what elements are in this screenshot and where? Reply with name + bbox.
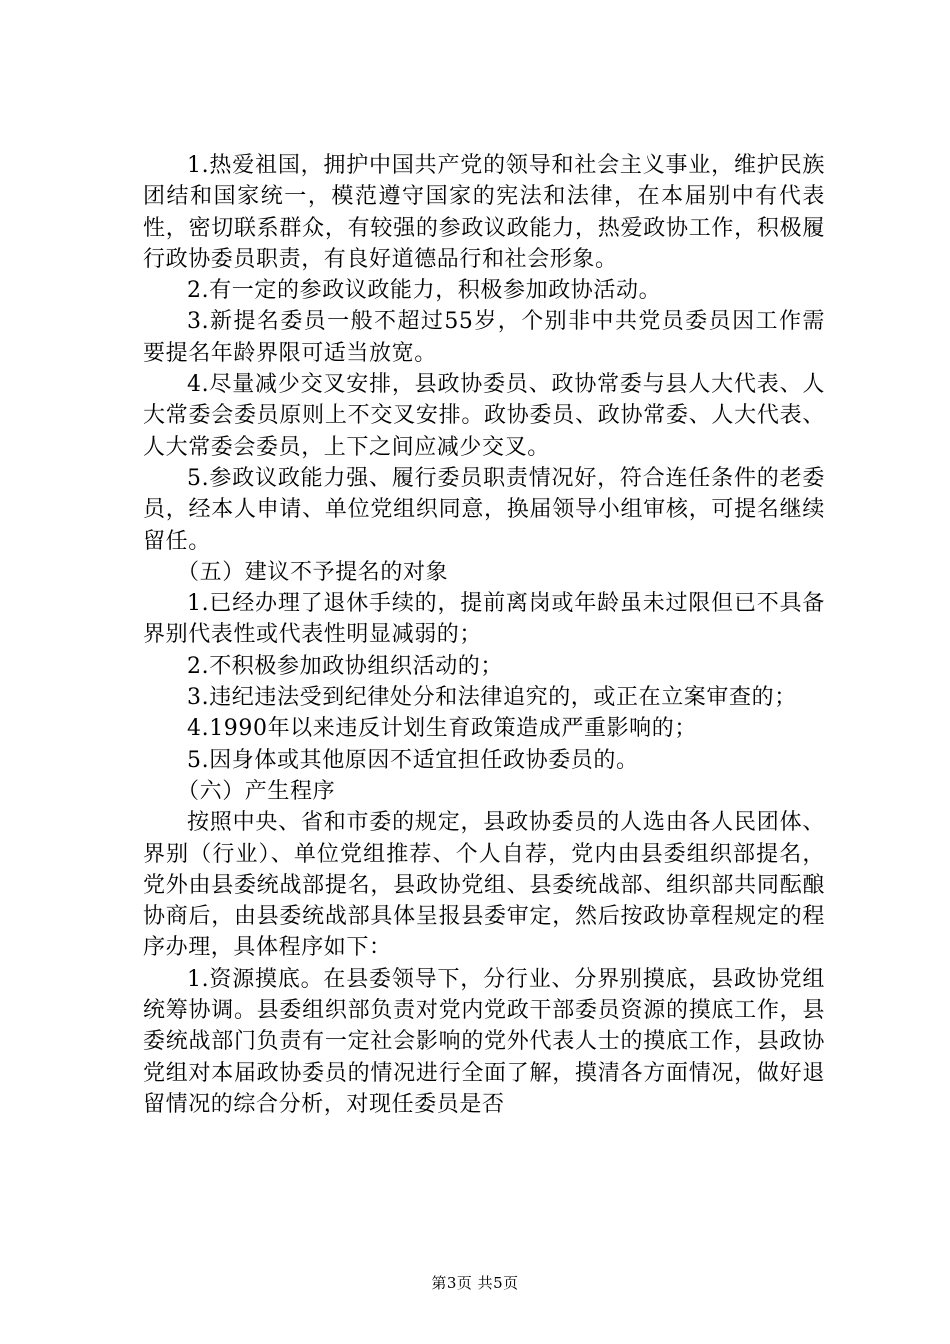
paragraph-5: 5.参政议政能力强、履行委员职责情况好，符合连任条件的老委员，经本人申请、单位党组织同意，换届领导小组审核，可提名继续留任。 — [143, 465, 825, 554]
document-body — [143, 150, 825, 1120]
section-heading-5: （五）建议不予提名的对象 — [177, 559, 449, 585]
paragraph-4: 4.尽量减少交叉安排，县政协委员、政协常委与县人大代表、人大常委会委员原则上不交叉安排。政协委员、政协常委、人大代表、人大常委会委员，上下之间应减少交叉。 — [143, 372, 825, 460]
paragraph-9: 4.1990年以来违反计划生育政策造成严重影响的； — [187, 716, 697, 742]
paragraph-12: 1.资源摸底。在县委领导下，分行业、分界别摸底，县政协党组统筹协调。县委组织部负责对党内党政干部委员资源的摸底工作，县委统战部门负责有一定社会影响的党外代表人士的摸底工作，县政协党组对本届政协委员的情况进行全面了解，摸清各方面情况，做好退留情况的综合分析，对现任委员是否 — [143, 966, 825, 1117]
section-heading-6: （六）产生程序 — [177, 778, 336, 804]
paragraph-10: 5.因身体或其他原因不适宜担任政协委员的。 — [187, 747, 639, 773]
paragraph-8: 3.违纪违法受到纪律处分和法律追究的，或正在立案审查的； — [187, 685, 797, 711]
paragraph-6: 1.已经办理了退休手续的，提前离岗或年龄虽未过限但已不具备界别代表性或代表性明显减弱的； — [143, 591, 825, 648]
paragraph-7: 2.不积极参加政协组织活动的； — [187, 653, 503, 679]
paragraph-1: 1.热爱祖国，拥护中国共产党的领导和社会主义事业，维护民族团结和国家统一，模范遵守国家的宪法和法律，在本届别中有代表性，密切联系群众，有较强的参政议政能力，热爱政协工作，积极履行政协委员职责，有良好道德品行和社会形象。 — [143, 153, 825, 272]
paragraph-3: 3.新提名委员一般不超过55岁，个别非中共党员委员因工作需要提名年龄界限可适当放宽。 — [143, 309, 825, 366]
page-number-footer: 第3页 共5页 — [431, 1274, 519, 1292]
paragraph-11: 按照中央、省和市委的规定，县政协委员的人选由各人民团体、界别（行业）、单位党组推荐、个人自荐，党内由县委组织部提名，党外由县委统战部提名，县政协党组、县委统战部、组织部共同酝酿协商后，由县委统战部具体呈报县委审定，然后按政协章程规定的程序办理，具体程序如下： — [143, 810, 825, 961]
paragraph-2: 2.有一定的参政议政能力，积极参加政协活动。 — [187, 278, 662, 304]
